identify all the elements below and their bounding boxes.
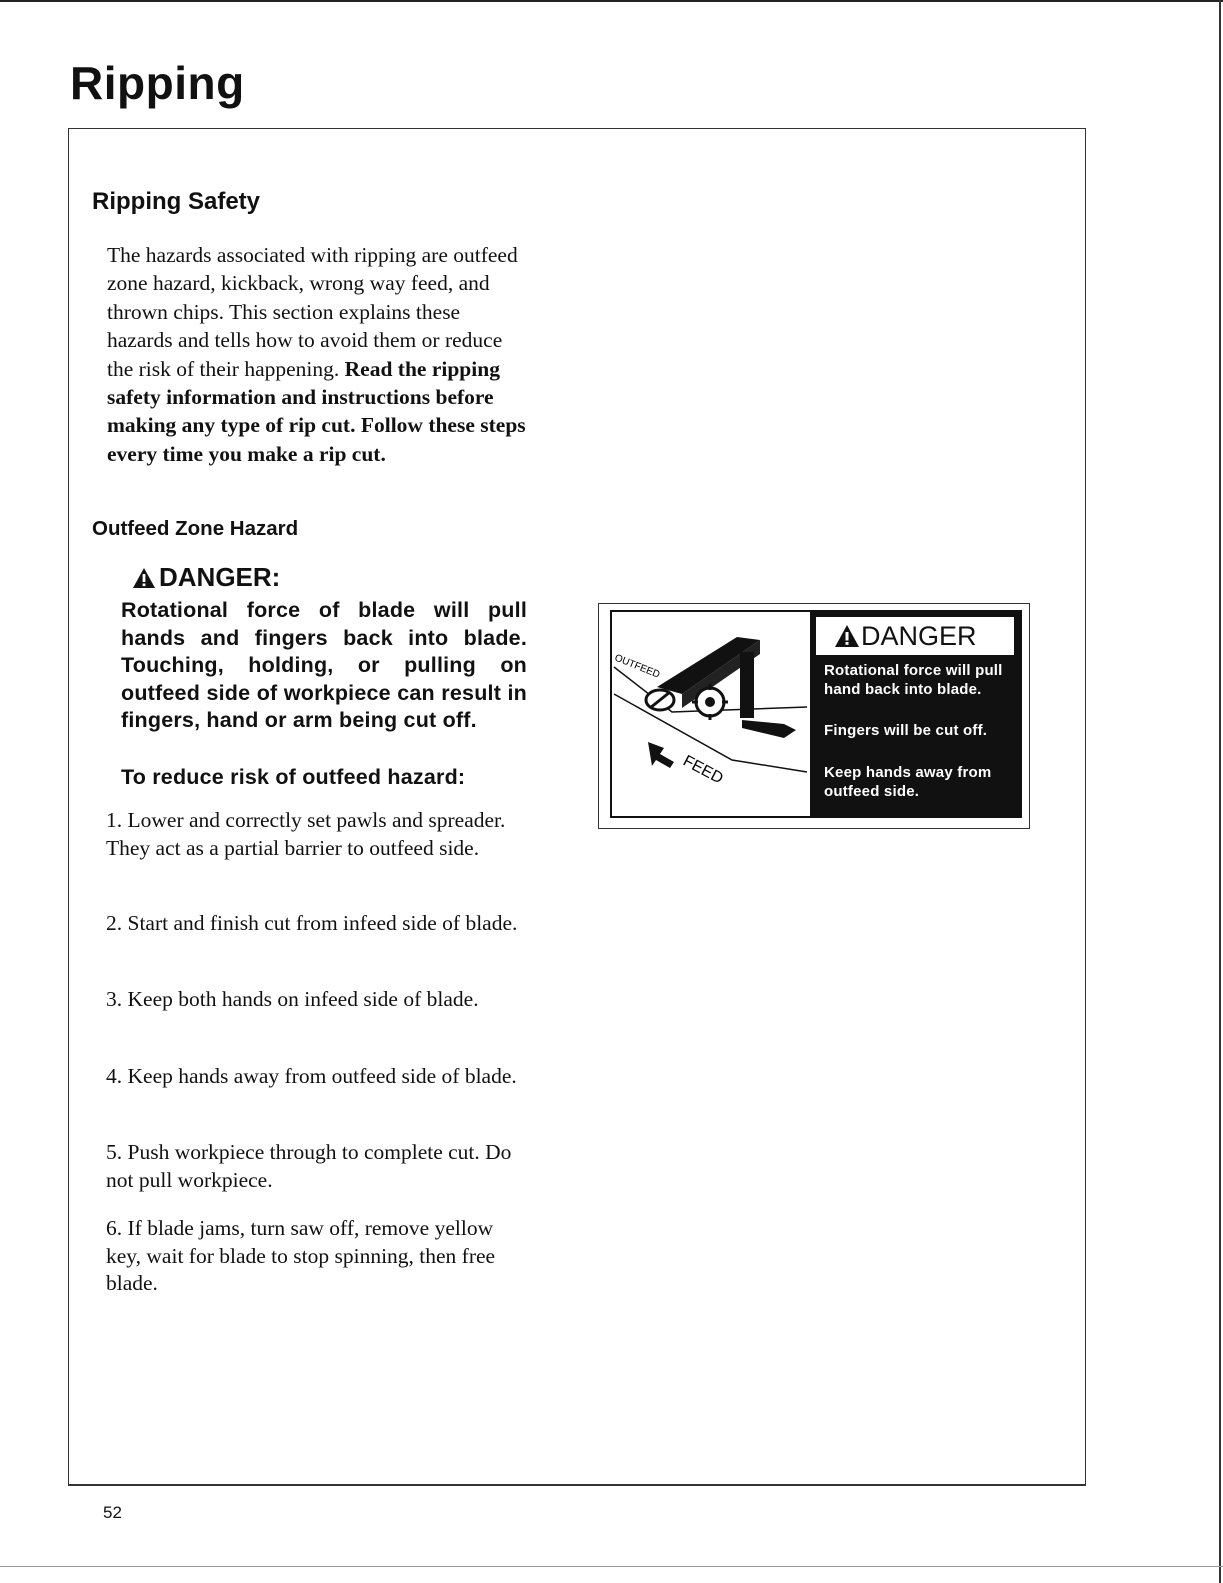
intro-bold-text: Read the ripping safety information and instructions before making any type of rip cut. Follow these steps every time you make a rip cut. (107, 356, 526, 466)
list-item: 3. Keep both hands on infeed side of blade. (106, 987, 479, 1011)
top-border (0, 0, 1223, 2)
danger-label-header (815, 616, 1015, 656)
list-item: 1. Lower and correctly set pawls and spreader. They act as a partial barrier to outfeed side. (106, 808, 506, 860)
danger-label-message: Fingers will be cut off. (824, 722, 988, 739)
right-border (1219, 0, 1221, 1583)
list-item: 2. Start and finish cut from infeed side of blade. (106, 911, 518, 935)
page-title: Ripping (70, 57, 245, 109)
page-number: 52 (103, 1503, 122, 1522)
danger-label-header-text: DANGER (861, 620, 977, 651)
list-item: 4. Keep hands away from outfeed side of blade. (106, 1064, 517, 1088)
outfeed-hazard-illustration (612, 612, 808, 816)
reduce-risk-heading: To reduce risk of outfeed hazard: (121, 765, 466, 789)
intro-text: The hazards associated with ripping are outfeed zone hazard, kickback, wrong way feed, and thrown chips. This section explains these hazards and tells how to avoid them or reduce the risk of their happening. (107, 243, 518, 381)
danger-title-text: DANGER: (159, 562, 281, 592)
outfeed-art-label: OUTFEED (612, 652, 662, 681)
bottom-border (0, 1566, 1223, 1567)
list-item: 6. If blade jams, turn saw off, remove yellow key, wait for blade to stop spinning, then free blade. (106, 1216, 496, 1295)
list-item: 5. Push workpiece through to complete cut. Do not pull workpiece. (106, 1140, 512, 1192)
danger-label-message: Rotational force will pull hand back into blade. (824, 662, 1003, 698)
danger-text: Rotational force of blade will pull hands and fingers back into blade. Touching, holding, or pulling on outfeed side of workpiece can result in fingers, hand or arm being cut off. (121, 598, 527, 733)
danger-title (132, 562, 280, 593)
section-heading: Ripping Safety (92, 188, 261, 215)
danger-label-panel (810, 612, 1020, 816)
danger-label-message: Keep hands away from outfeed side. (824, 764, 992, 800)
warning-triangle-icon (132, 567, 156, 589)
feed-art-label: FEED (680, 752, 726, 788)
outfeed-heading: Outfeed Zone Hazard (92, 517, 299, 540)
intro-paragraph (107, 241, 527, 468)
warning-triangle-icon (834, 624, 860, 648)
content-frame-bottom (68, 1484, 1086, 1486)
